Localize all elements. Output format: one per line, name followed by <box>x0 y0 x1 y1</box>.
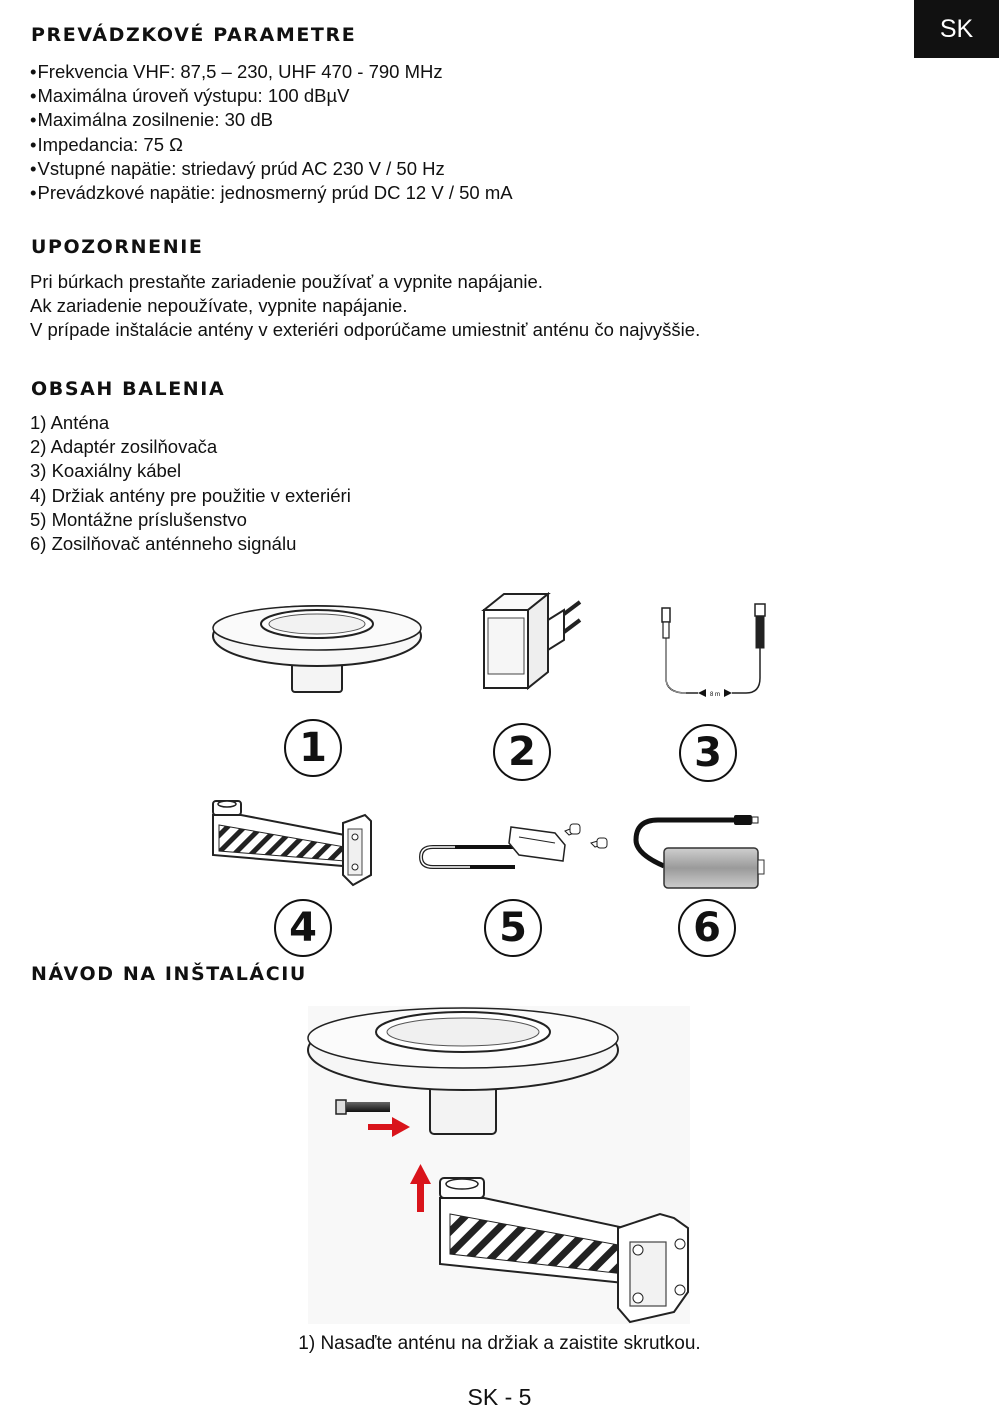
screw-icon <box>336 1100 390 1114</box>
warning-line: Pri búrkach prestaňte zariadenie používať a vypnite napájanie. <box>30 271 543 292</box>
coax-cable-illustration <box>650 598 780 702</box>
language-tab: SK <box>914 0 999 58</box>
contents-item: 4) Držiak antény pre použitie v exteriéri <box>30 484 351 506</box>
item-number-4: 4 <box>274 899 332 957</box>
warning-line: V prípade inštalácie antény v exteriéri odporúčame umiestniť anténu čo najvyššie. <box>30 319 701 341</box>
params-heading: PREVÁDZKOVÉ PARAMETRE <box>31 24 357 46</box>
cable-length-label: 8 m <box>709 692 721 698</box>
antenna-mount <box>430 1084 496 1134</box>
item-number-6: 6 <box>678 899 736 957</box>
item-number-1: 1 <box>284 719 342 777</box>
mounting-accessories-illustration <box>415 815 615 885</box>
contents-item: 6) Zosilňovač anténneho signálu <box>30 533 297 555</box>
param-item: • Impedancia: 75 Ω <box>30 133 513 157</box>
contents-item: 1) Anténa <box>30 412 110 433</box>
installation-illustration <box>300 992 700 1327</box>
install-heading: NÁVOD NA INŠTALÁCIU <box>31 963 307 985</box>
param-item: • Vstupné napätie: striedavý prúd AC 230 V / 50 Hz <box>30 157 513 181</box>
param-item: • Prevádzkové napätie: jednosmerný prúd DC 12 V / 50 mA <box>30 181 513 205</box>
contents-item: 2) Adaptér zosilňovača <box>30 436 218 458</box>
contents-item: 5) Montážne príslušenstvo <box>30 508 247 530</box>
params-list <box>30 60 513 205</box>
warning-line: Ak zariadenie nepoužívate, vypnite napájanie. <box>30 295 408 317</box>
item-number-2: 2 <box>493 723 551 781</box>
power-adapter-illustration <box>470 590 590 700</box>
item-number-5: 5 <box>484 899 542 957</box>
item-number-3: 3 <box>679 724 737 782</box>
mounting-bracket-illustration <box>205 795 380 895</box>
param-item: • Frekvencia VHF: 87,5 – 230, UHF 470 - 790 MHz <box>30 60 513 84</box>
antenna-illustration <box>210 600 425 695</box>
contents-item: 3) Koaxiálny kábel <box>30 460 182 482</box>
signal-amplifier-illustration <box>630 808 770 898</box>
contents-heading: OBSAH BALENIA <box>31 378 226 400</box>
param-item: • Maximálna zosilnenie: 30 dB <box>30 108 513 132</box>
param-item: • Maximálna úroveň výstupu: 100 dBµV <box>30 84 513 108</box>
install-step-caption: 1) Nasaďte anténu na držiak a zaistite skrutkou. <box>298 1333 701 1354</box>
page-number: SK - 5 <box>467 1384 532 1410</box>
contents-list <box>30 411 351 556</box>
warning-text <box>30 270 700 343</box>
warning-heading: UPOZORNENIE <box>31 236 204 258</box>
